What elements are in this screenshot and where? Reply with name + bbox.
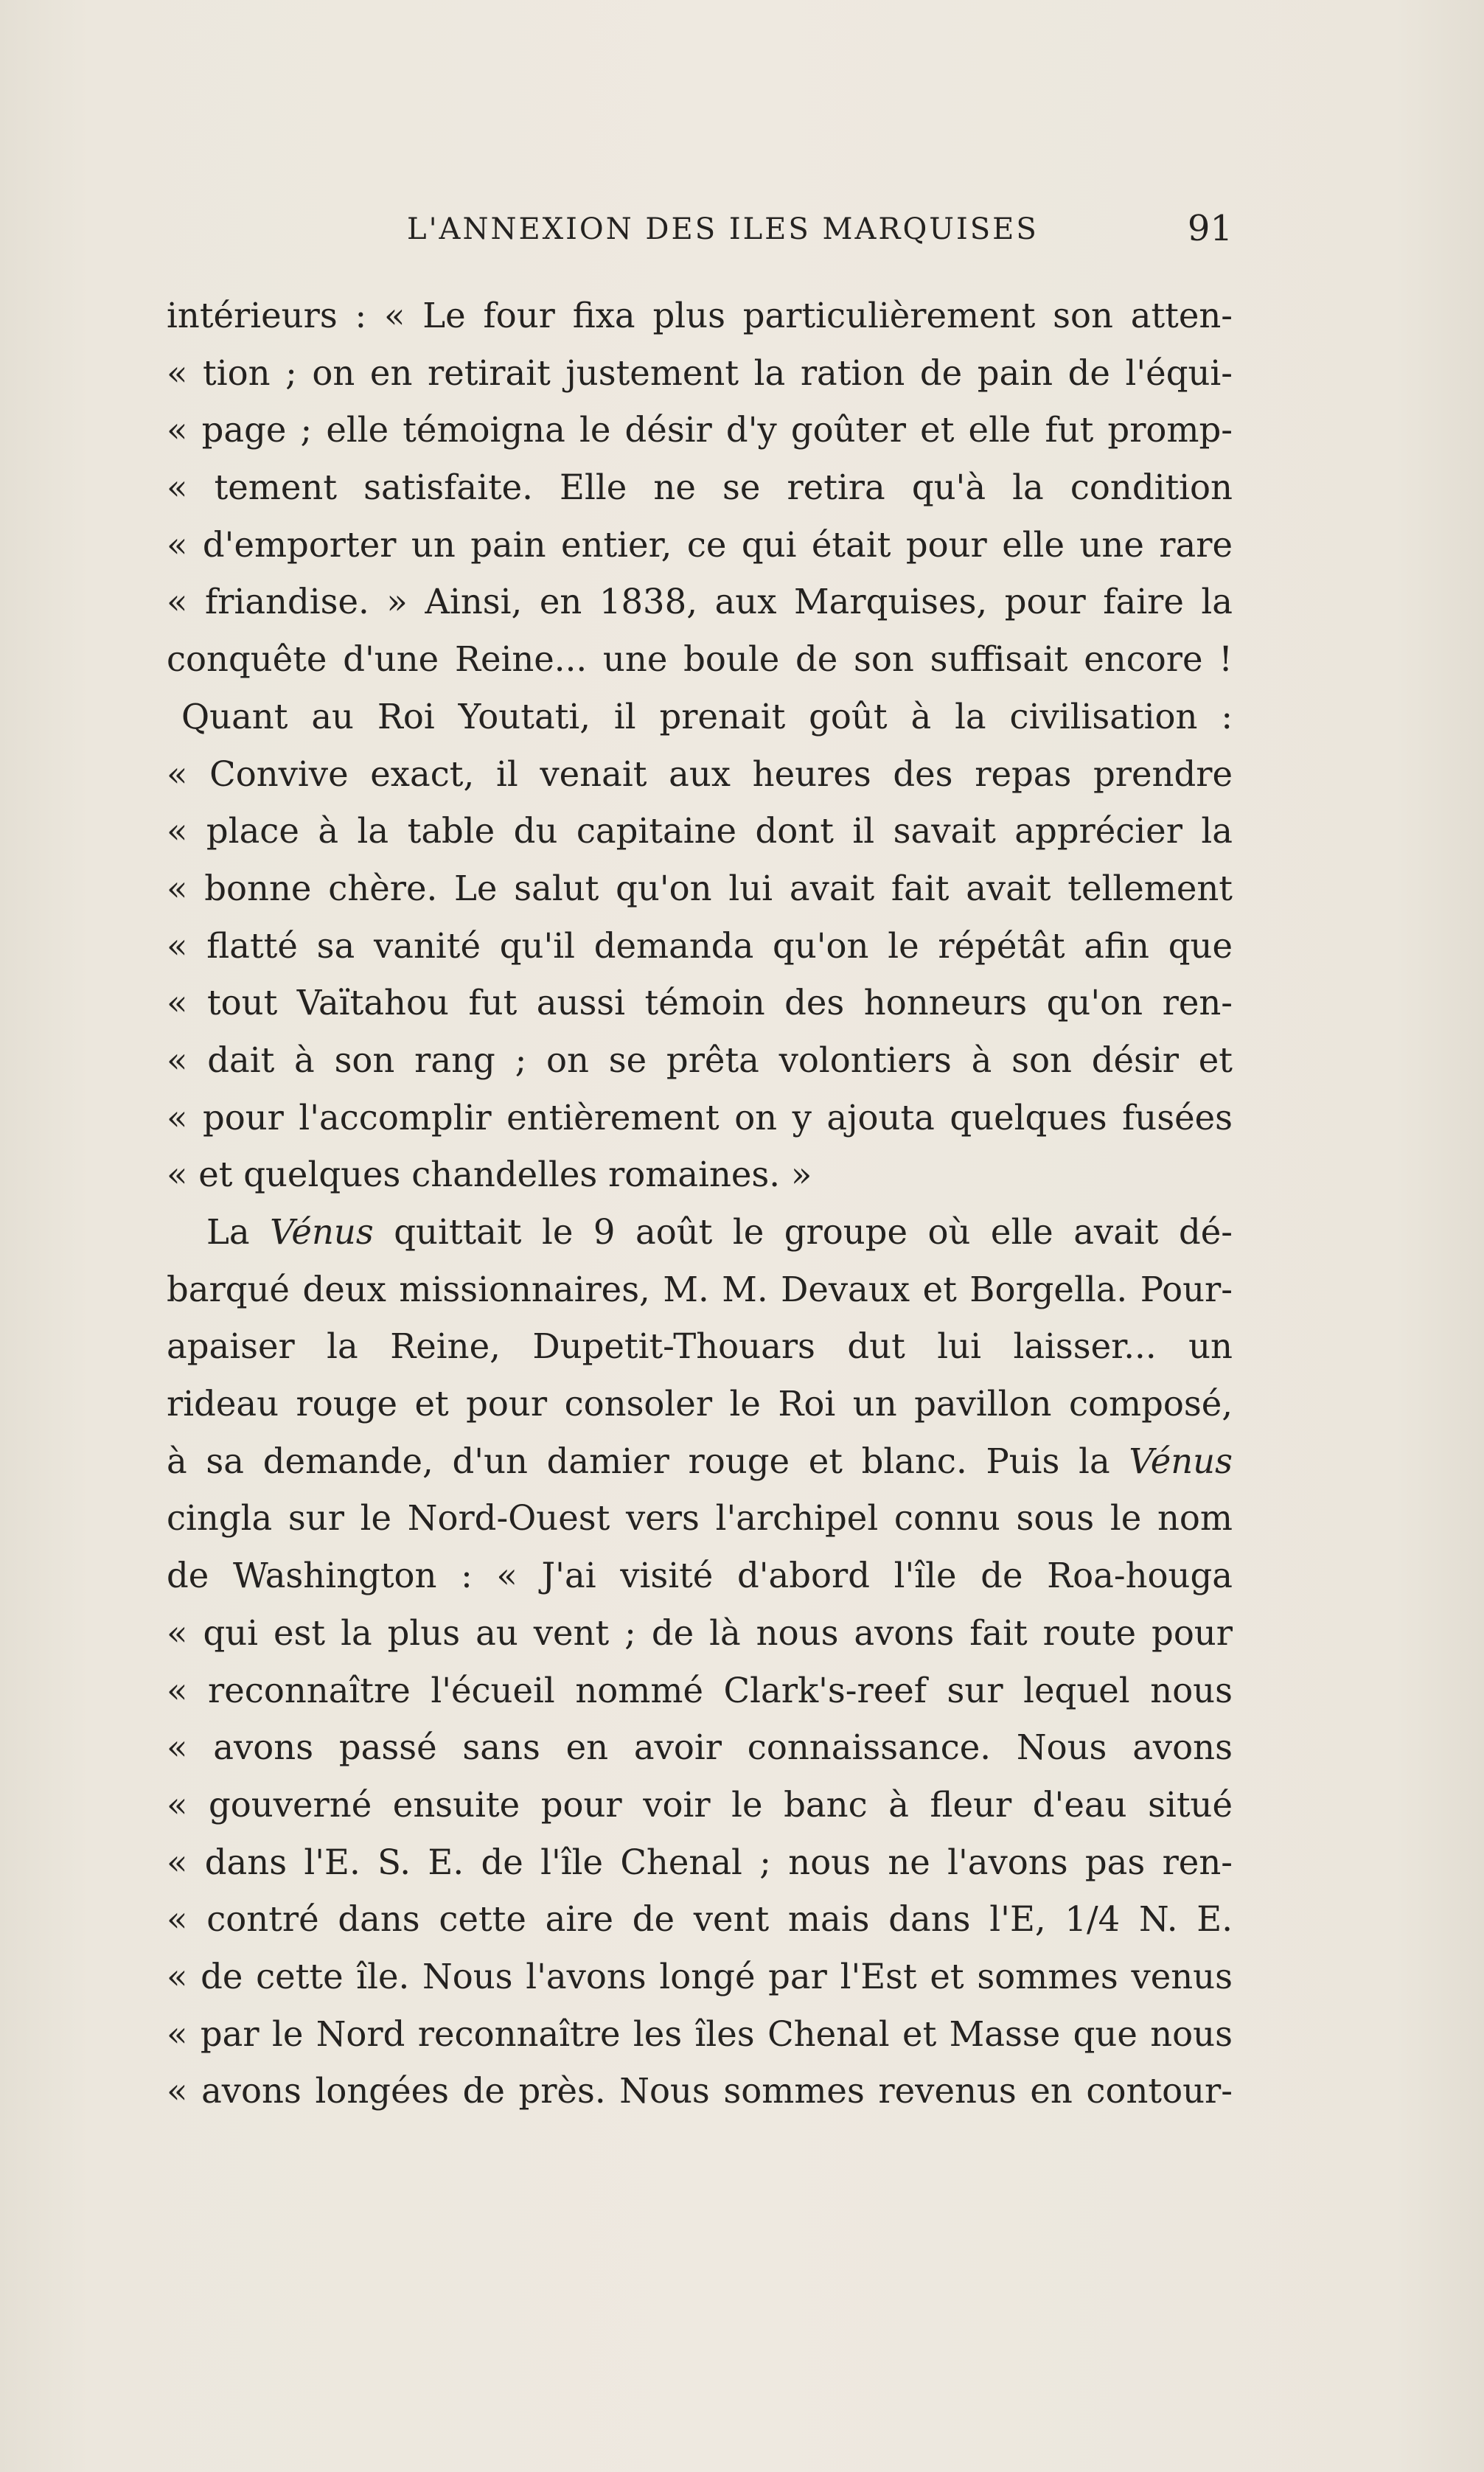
text-line: « reconnaître l'écueil nommé Clark's-reef sur lequel nous [167, 1670, 1233, 1710]
text-segment: La [206, 1212, 271, 1252]
text-line: « avons passé sans en avoir connaissance. Nous avons [167, 1727, 1233, 1768]
text-line: Quant au Roi Youtati, il prenait goût à la civilisation : [181, 696, 1233, 737]
text-line: « pour l'accomplir entièrement on y ajouta quelques fusées [167, 1097, 1233, 1138]
ship-name-venus: Vénus [270, 1212, 374, 1252]
text-line: « par le Nord reconnaître les îles Chenal et Masse que nous [167, 2013, 1233, 2054]
page-number: 91 [1187, 208, 1233, 249]
text-line [167, 1433, 1233, 1491]
text-line: « et quelques chandelles romaines. » [167, 1155, 812, 1195]
text-line: « qui est la plus au vent ; de là nous avons fait route pour [167, 1612, 1233, 1653]
text-line: « bonne chère. Le salut qu'on lui avait fait avait tellement [167, 868, 1233, 908]
text-line: conquête d'une Reine... une boule de son suffisait encore ! [167, 639, 1233, 680]
text-line: apaiser la Reine, Dupetit-Thouars dut lui laisser... un [167, 1326, 1233, 1367]
text-segment: quittait le 9 août le groupe où elle avait dé- [373, 1212, 1233, 1252]
text-line: « tion ; on en retirait justement la ration de pain de l'équi- [167, 352, 1233, 393]
paragraph-start-line [167, 1204, 1233, 1261]
text-line: « dait à son rang ; on se prêta volontiers à son désir et [167, 1040, 1233, 1080]
text-line: « dans l'E. S. E. de l'île Chenal ; nous ne l'avons pas ren- [167, 1842, 1233, 1882]
running-title: L'ANNEXION DES ILES MARQUISES [407, 212, 1039, 246]
text-line: intérieurs : « Le four fixa plus particulièrement son atten- [167, 296, 1233, 335]
text-line: « flatté sa vanité qu'il demanda qu'on le répétât afin que [167, 925, 1233, 966]
text-line: « de cette île. Nous l'avons longé par l'Est et sommes venus [167, 1956, 1233, 1996]
text-line: « contré dans cette aire de vent mais dans l'E, 1/4 N. E. [167, 1899, 1233, 1940]
text-segment: à sa demande, d'un damier rouge et blanc. Puis la [167, 1441, 1129, 1481]
text-line: « Convive exact, il venait aux heures des repas prendre [167, 753, 1233, 794]
text-line: cingla sur le Nord-Ouest vers l'archipel connu sous le nom [167, 1498, 1233, 1539]
text-line: « friandise. » Ainsi, en 1838, aux Marquises, pour faire la [167, 582, 1233, 622]
text-line: « d'emporter un pain entier, ce qui était pour elle une rare [167, 524, 1233, 565]
text-line: de Washington : « J'ai visité d'abord l'île de Roa-houga [167, 1556, 1233, 1596]
text-line: « tement satisfaite. Elle ne se retira qu'à la condition [167, 467, 1233, 508]
text-line: rideau rouge et pour consoler le Roi un pavillon composé, [167, 1384, 1233, 1424]
text-line: « page ; elle témoigna le désir d'y goûter et elle fut promp- [167, 410, 1233, 450]
text-line: barqué deux missionnaires, M. M. Devaux et Borgella. Pour- [167, 1269, 1233, 1309]
ship-name-venus: Vénus [1129, 1441, 1233, 1481]
text-line: « tout Vaïtahou fut aussi témoin des honneurs qu'on ren- [167, 983, 1233, 1023]
running-head [171, 208, 1233, 252]
text-line: « place à la table du capitaine dont il savait apprécier la [167, 811, 1233, 852]
text-line: « avons longées de près. Nous sommes revenus en contour- [167, 2071, 1233, 2111]
body-text [167, 288, 1233, 2120]
text-line: « gouverné ensuite pour voir le banc à fleur d'eau situé [167, 1784, 1233, 1825]
